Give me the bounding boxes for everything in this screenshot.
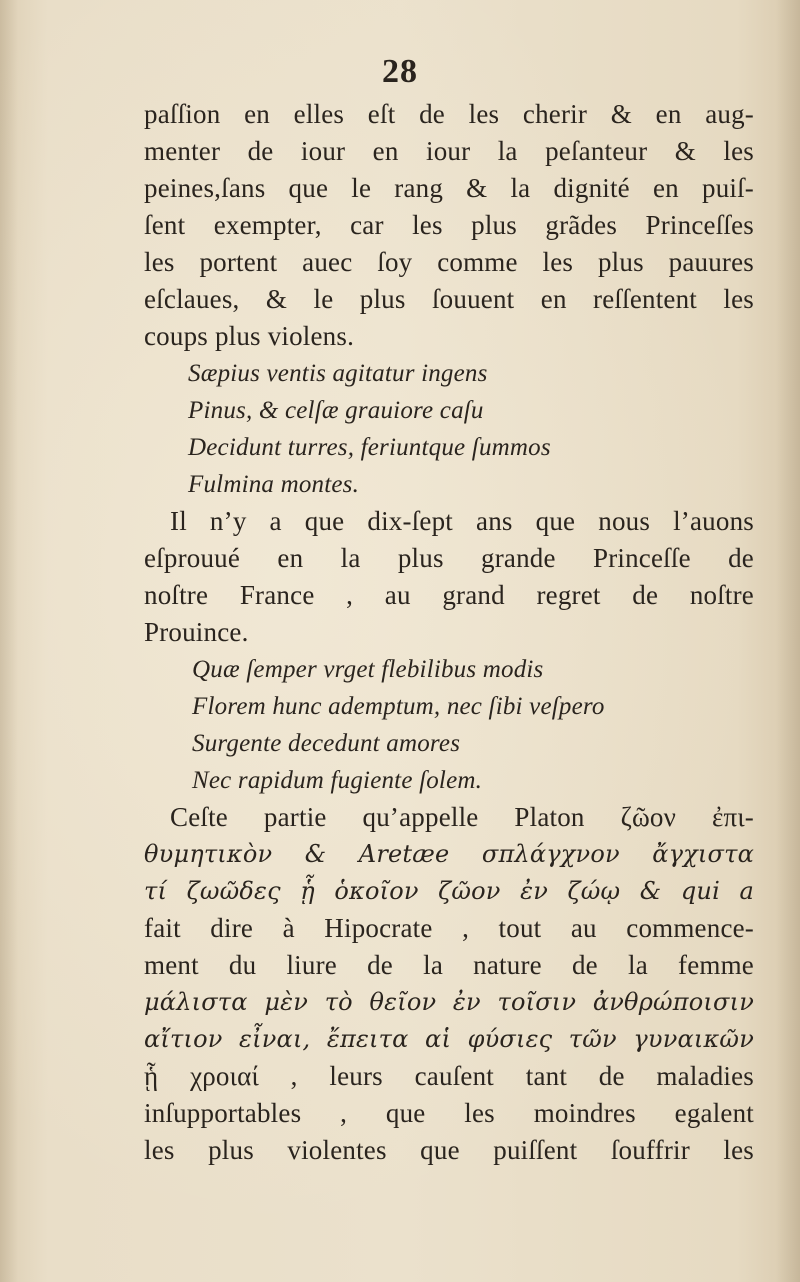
latin-verse-line: Pinus, & celſæ grauiore caſu — [188, 397, 484, 424]
prose-line: coups plus violens. — [144, 321, 355, 351]
page-number: 28 — [382, 53, 418, 90]
latin-verse-line: Nec rapidum fugiente ſolem. — [192, 767, 483, 794]
latin-verse-line: Florem hunc ademptum, nec ſibi veſpero — [192, 693, 605, 720]
latin-verse-line: Quæ ſemper vrget flebilibus modis — [192, 656, 544, 683]
prose-line: Prouince. — [144, 617, 249, 647]
prose-line: fait dire à Hipocrate , tout au commence- — [144, 913, 754, 943]
latin-verse-line: Sæpius ventis agitatur ingens — [188, 360, 488, 387]
page-edge-shadow — [776, 0, 800, 1282]
prose-line: eſclaues, & le plus ſouuent en reſſentent les — [144, 284, 754, 314]
latin-verse-line: Surgente decedunt amores — [192, 730, 461, 757]
page-text — [144, 96, 754, 1169]
prose-line: ment du liure de la nature de la femme — [144, 950, 754, 980]
greek-line: μάλιστα μὲν τὸ θεῖον ἐν τοῖσιν ἀνθρώποισιν — [144, 988, 754, 1016]
latin-verse-line: Decidunt turres, feriuntque ſummos — [188, 434, 551, 461]
prose-line: paſſion en elles eſt de les cherir & en aug- — [144, 99, 754, 129]
greek-line: αἴτιον εἶναι, ἔπειτα αἱ φύσιες τῶν γυναικῶν — [144, 1025, 754, 1053]
prose-line: ſent exempter, car les plus grãdes Princeſſes — [144, 210, 754, 240]
greek-line: τί ζωῶδες ᾗ ὁκοῖον ζῶον ἐν ζώῳ & qui a — [144, 877, 754, 905]
prose-line: les portent auec ſoy comme les plus pauures — [144, 247, 754, 277]
prose-line: inſupportables , que les moindres egalent — [144, 1098, 754, 1128]
latin-verse-line: Fulmina montes. — [188, 471, 360, 498]
prose-line: menter de iour en iour la peſanteur & les — [144, 136, 754, 166]
prose-line: eſprouué en la plus grande Princeſſe de — [144, 543, 754, 573]
prose-line: les plus violentes que puiſſent ſouffrir les — [144, 1135, 754, 1165]
prose-line: noſtre France , au grand regret de noſtre — [144, 580, 754, 610]
prose-line: Il n’y a que dix-ſept ans que nous l’auons — [170, 506, 754, 536]
greek-line: θυμητικὸν & Aretæe σπλάγχνον ἄγχιστα — [144, 840, 754, 868]
prose-greek-line: ᾗ χροιαί , leurs cauſent tant de maladies — [144, 1061, 754, 1091]
prose-line: peines,ſans que le rang & la dignité en puiſ- — [144, 173, 754, 203]
gutter-shadow — [0, 0, 18, 1282]
prose-greek-line: Ceſte partie qu’appelle Platon ζῶον ἐπι- — [170, 802, 754, 832]
